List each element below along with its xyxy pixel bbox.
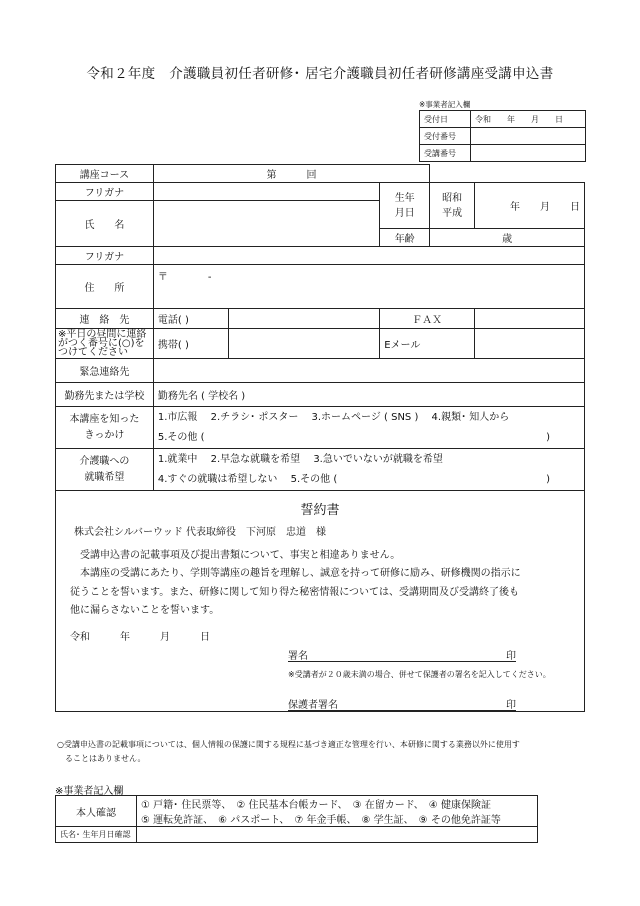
oath-paragraph-1: 受講申込書の記載事項及び提出書類について、事実と相違ありません。 — [70, 549, 401, 561]
id-options-line1[interactable]: ① 戸籍･ 住民票等、 ② 住民基本台帳カード、 ③ 在留カード、 ④ 健康保険証 — [137, 796, 538, 812]
oath-date[interactable]: 令和 年 月 日 — [70, 631, 210, 643]
oath-paragraph-4: 他に漏らさないことを誓います。 — [70, 605, 220, 616]
receipt-date-field[interactable]: 令和 年 月 日 — [471, 111, 586, 128]
address-field[interactable] — [153, 265, 584, 309]
phone-label: 電話( ) — [153, 309, 228, 329]
mobile-label: 携帯( ) — [153, 329, 228, 359]
name-birth-check-field[interactable] — [137, 827, 538, 843]
fax-label: ＦＡＸ — [380, 309, 475, 329]
email-field[interactable] — [475, 329, 585, 359]
trigger-line1[interactable]: 1.市広報 2.チラシ･ ポスター 3.ホームページ ( SNS ) 4.親類･ 知人から — [157, 411, 510, 423]
furigana-field[interactable] — [153, 183, 379, 201]
receipt-number-label: 受付番号 — [420, 128, 471, 145]
trigger-options — [153, 407, 584, 449]
id-check-label: 本人確認 — [56, 796, 137, 827]
trigger-label: 本講座を知った きっかけ — [56, 407, 154, 449]
furigana-label: フリガナ — [56, 183, 154, 201]
receipt-number-field[interactable] — [471, 128, 586, 145]
course-field[interactable]: 第 回 — [153, 165, 429, 183]
guardian-label: 保護者署名 — [288, 700, 338, 711]
furigana2-label: フリガナ — [56, 247, 154, 265]
email-label: Eメール — [380, 329, 475, 359]
oath-paragraph-3: 従うことを誓います。また、研修に関して知り得た秘密情報については、受講期間及び受講終了後も — [70, 586, 519, 598]
oath-addressee: 株式会社シルバーウッド 代表取締役 下河原 忠道 様 — [74, 527, 327, 538]
office-box-caption: ※事業者記入欄 — [419, 100, 471, 109]
trigger-other[interactable]: 5.その他 ( — [157, 431, 205, 443]
course-label: 講座コース — [56, 165, 154, 183]
name-birth-check-label: 氏名･ 生年月日確認 — [56, 827, 137, 843]
hope-label: 介護職への 就職希望 — [56, 449, 154, 491]
emergency-field[interactable] — [153, 359, 584, 383]
age-field[interactable]: 歳 — [430, 229, 585, 247]
guardian-seal-mark: 印 — [506, 700, 516, 711]
footnote-line2: ることはありません。 — [57, 754, 146, 763]
trigger-close: ) — [546, 431, 550, 443]
birthdate-field[interactable]: 年 月 日 — [475, 183, 585, 229]
era-label: 昭和 平成 — [430, 183, 475, 229]
oath-paragraph-2: 本講座の受講にあたり、学則等講座の趣旨を理解し、誠意を持って研修に励み、研修機関の指示に — [70, 568, 521, 579]
contact-label: 連 絡 先 — [56, 309, 154, 329]
hope-close: ) — [546, 473, 550, 485]
guardian-signature-row[interactable] — [288, 696, 516, 711]
signature-row[interactable] — [288, 647, 516, 662]
name-field[interactable] — [153, 201, 379, 247]
seal-mark: 印 — [506, 651, 516, 662]
address-label: 住 所 — [56, 265, 154, 309]
receipt-date-label: 受付日 — [420, 111, 471, 128]
signature-label: 署名 — [288, 651, 308, 662]
emergency-label: 緊急連絡先 — [56, 359, 154, 383]
page-title: 令和２年度 介護職員初任者研修･ 居宅介護職員初任者研修講座受講申込書 — [86, 66, 554, 82]
work-label: 勤務先または学校 — [56, 383, 154, 407]
id-options-line2[interactable]: ⑤ 運転免許証、 ⑥ パスポート、 ⑦ 年金手帳、 ⑧ 学生証、 ⑨ その他免許証等 — [137, 811, 538, 827]
minor-note: ※受講者が２０歳未満の場合、併せて保護者の署名を記入してください。 — [288, 670, 551, 679]
age-label: 年齢 — [380, 229, 430, 247]
postal-mark: 〒 - — [157, 272, 212, 283]
work-field[interactable]: 勤務先名 ( 学校名 ) — [153, 383, 584, 407]
furigana2-field[interactable] — [153, 247, 584, 265]
oath-title: 誓約書 — [300, 503, 340, 518]
fax-field[interactable] — [475, 309, 585, 329]
name-label: 氏 名 — [56, 201, 154, 247]
business-caption: ※事業者記入欄 — [55, 786, 124, 797]
office-box — [419, 110, 586, 162]
course-number-label: 受講番号 — [420, 145, 471, 162]
application-form — [55, 164, 585, 712]
hope-other[interactable]: 4.すぐの就職は希望しない 5.その他 ( — [157, 473, 338, 485]
phone-field[interactable] — [228, 309, 380, 329]
course-number-field[interactable] — [471, 145, 586, 162]
oath-section — [56, 491, 585, 712]
birthdate-label: 生年 月日 — [380, 183, 430, 229]
footnote-line1: ○受講申込書の記載事項については、個人情報の保護に関する規程に基づき適正な管理を行い、本研修に関する業務以外に使用す — [57, 740, 520, 749]
mobile-field[interactable] — [228, 329, 380, 359]
privacy-footnote — [57, 738, 597, 766]
business-table — [55, 795, 538, 843]
hope-options — [153, 449, 584, 491]
contact-note: ※平日の昼間に連絡がつく番号に(○)をつけてください — [56, 329, 154, 359]
hope-line1[interactable]: 1.就業中 2.早急な就職を希望 3.急いでいないが就職を希望 — [157, 453, 443, 465]
